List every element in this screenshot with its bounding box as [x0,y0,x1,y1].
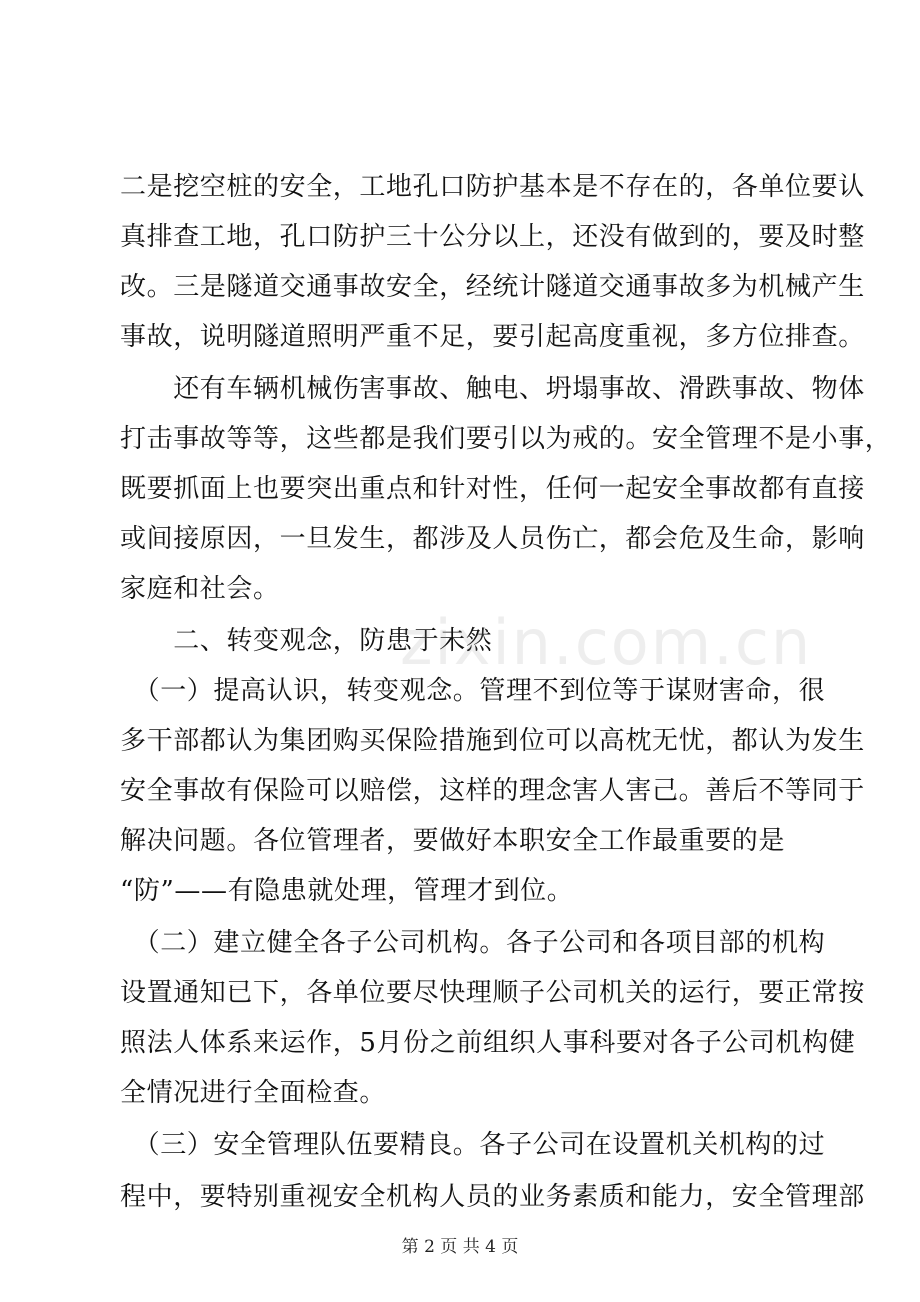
text-line: 改。三是隧道交通事故安全，经统计隧道交通事故多为机械产生 [120,272,865,302]
text-line: 程中，要特别重视安全机构人员的业务素质和能力，安全管理部 [120,1182,865,1212]
text-line: 或间接原因，一旦发生，都涉及人员伤亡，都会危及生命，影响 [120,524,865,554]
text-line: 设置通知已下，各单位要尽快理顺子公司机关的运行，要正常按 [120,978,865,1008]
section-heading: 二、转变观念，防患于未然 [120,626,493,656]
text-line: 打击事故等等，这些都是我们要引以为戒的。安全管理不是小事， [120,424,892,454]
text-line: 家庭和社会。 [120,574,280,604]
text-line: 安全事故有保险可以赔偿，这样的理念害人害己。善后不等同于 [120,776,865,806]
text-line: （二）建立健全各子公司机构。各子公司和各项目部的机构 [120,928,826,958]
text-line: 全情况进行全面检查。 [120,1078,387,1108]
text-line: 真排查工地，孔口防护三十公分以上，还没有做到的，要及时整 [120,222,865,252]
text-line: 多干部都认为集团购买保险措施到位可以高枕无忧，都认为发生 [120,726,865,756]
text-line: （三）安全管理队伍要精良。各子公司在设置机关机构的过 [120,1130,826,1160]
page-footer: 第 2 页 共 4 页 [401,1237,519,1257]
text-line: 既要抓面上也要突出重点和针对性，任何一起安全事故都有直接 [120,474,865,504]
text-line: 事故，说明隧道照明严重不足，要引起高度重视，多方位排查。 [120,322,865,352]
text-line: 还有车辆机械伤害事故、触电、坍塌事故、滑跌事故、物体 [120,374,865,404]
watermark: zixin.com.cn [400,606,813,679]
text-line: 解决问题。各位管理者，要做好本职安全工作最重要的是 [120,826,786,856]
text-line: 二是挖空桩的安全，工地孔口防护基本是不存在的，各单位要认 [120,172,865,202]
text-line: （一）提高认识，转变观念。管理不到位等于谋财害命，很 [120,676,826,706]
text-line: “防”——有隐患就处理，管理才到位。 [120,876,574,906]
text-line: 照法人体系来运作，5月份之前组织人事科要对各子公司机构健 [120,1028,856,1058]
